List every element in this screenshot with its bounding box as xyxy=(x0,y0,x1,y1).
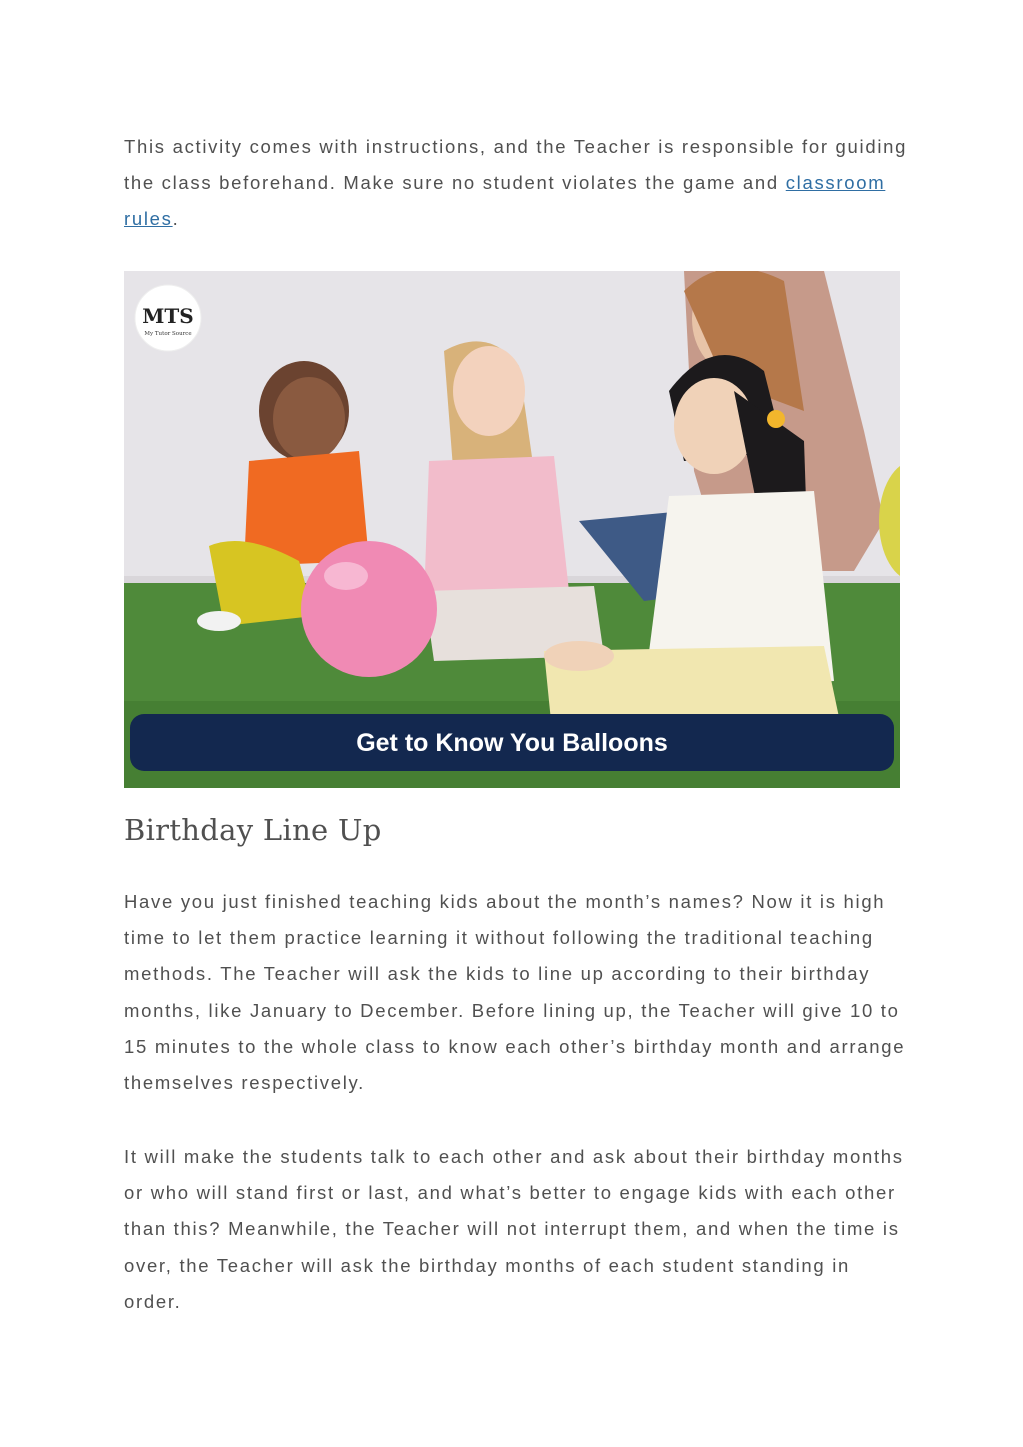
pink-ball xyxy=(301,541,437,677)
intro-text: This activity comes with instructions, and the Teacher is responsible for guiding the class beforehand. Make sure no student violates the game and xyxy=(124,136,908,194)
section-heading: Birthday Line Up xyxy=(124,813,382,847)
classroom-rules-link[interactable]: classroom rules xyxy=(124,172,886,230)
section-paragraph-1: Have you just finished teaching kids about the month’s names? Now it is high time to let them practice learning it without following the traditional teaching methods. The Teacher will ask the kids to line up according to their birthday months, like January to December. Before lining up, the Teacher will give 10 to 15 minutes to the whole class to know each other’s birthday month and arrange themselves respectively. xyxy=(124,891,906,1094)
section-paragraph-2: It will make the students talk to each other and ask about their birthday months or who will stand first or last, and what’s better to engage kids with each other than this? Meanwhile, the Teacher will not interrupt them, and when the time is over, the Teacher will ask the birthday months of each student standing in order. xyxy=(124,1146,904,1312)
banner-title: Get to Know You Balloons xyxy=(356,729,668,757)
intro-text-end: . xyxy=(172,208,180,230)
logo-subtext: My Tutor Source xyxy=(144,331,192,337)
logo-text: MTS xyxy=(142,304,194,328)
intro-paragraph xyxy=(124,129,914,238)
hero-image xyxy=(124,271,900,788)
